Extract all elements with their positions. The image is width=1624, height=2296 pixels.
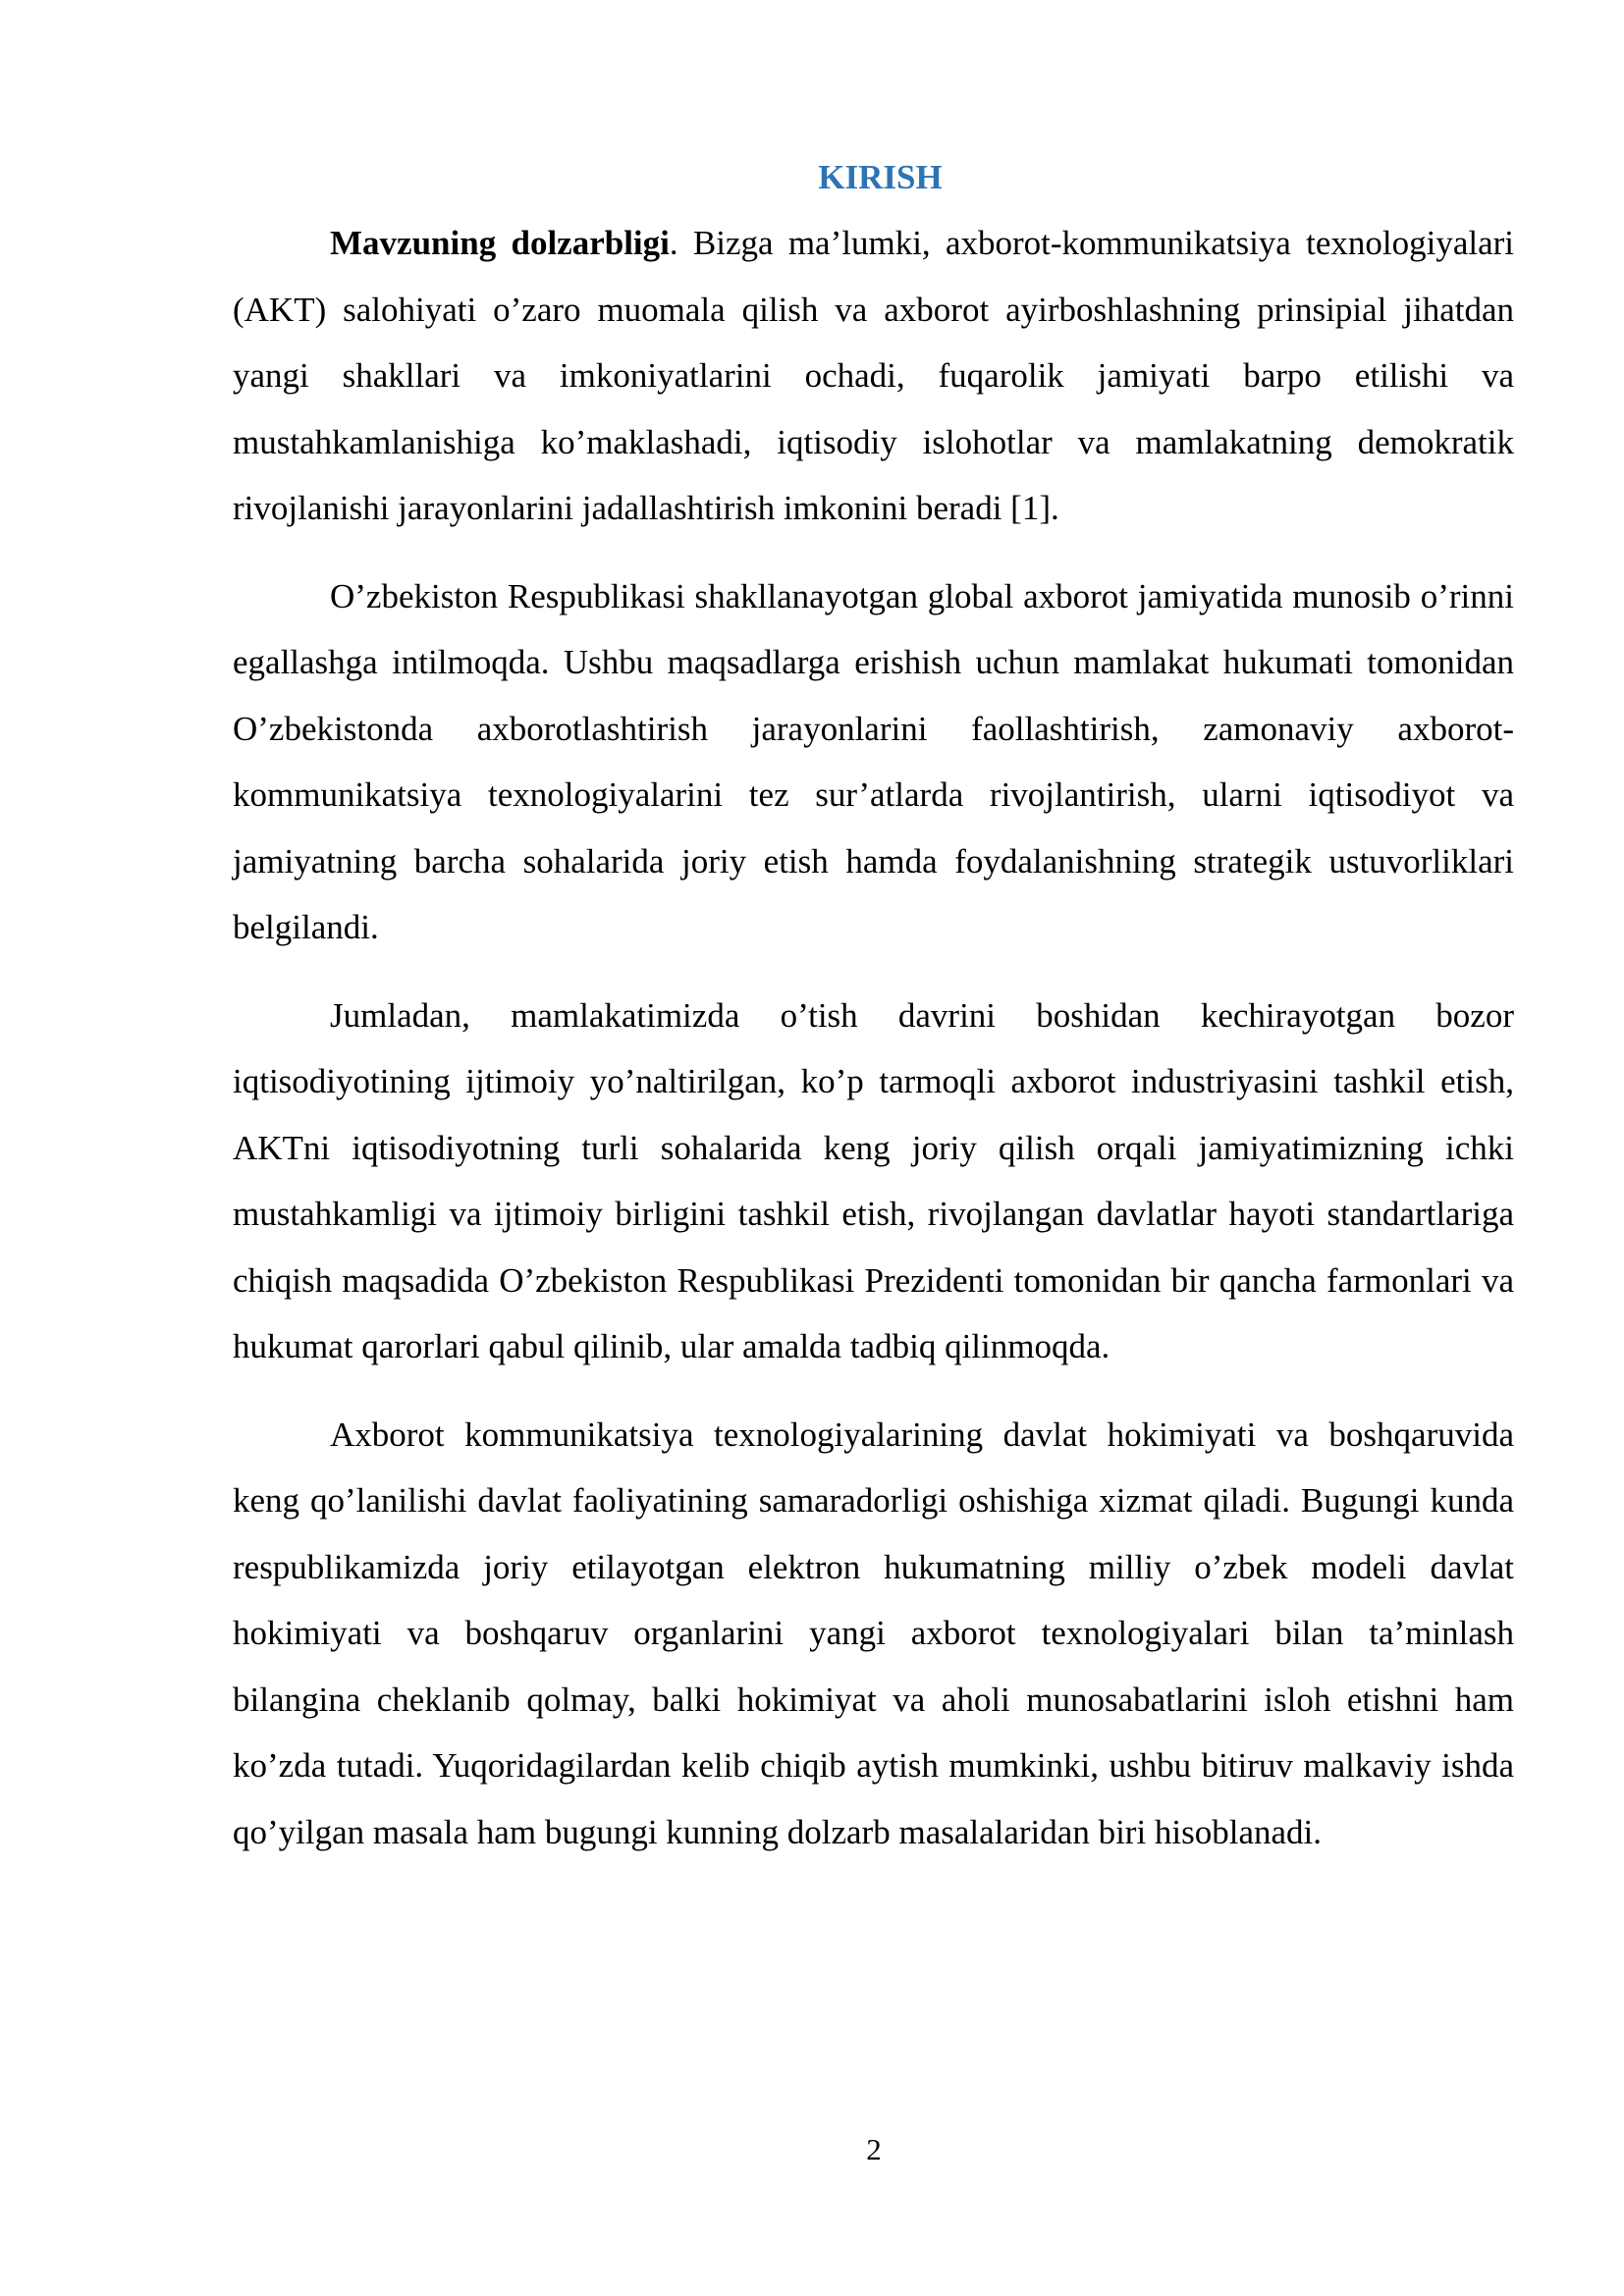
paragraph-1 xyxy=(233,210,1514,542)
paragraph-4 xyxy=(233,1402,1514,1866)
paragraph-3-text: Jumladan, mamlakatimizda o’tish davrini boshidan kechirayotgan bozor iqtisodiyotining ijtimoiy yo’naltirilgan, ko’p tarmoqli axborot industriyasini tashkil etish, AKTni iqtisodiyotning turli sohalarida keng joriy qilish orqali jamiyatimizning ichki mustahkamligi va ijtimoiy birligini tashkil etish, rivojlangan davlatlar hayoti standartlariga chiqish maqsadida O’zbekiston Respublikasi Prezidenti tomonidan bir qancha farmonlari va hukumat qarorlari qabul qilinib, ular amalda tadbiq qilinmoqda. xyxy=(233,995,1514,1365)
paragraph-1-text: Bizga ma’lumki, axborot-kommunikatsiya texnologiyalari (AKT) salohiyati o’zaro muomala qilish va axborot ayirboshlashning prinsipial jihatdan yangi shakllari va imkoniyatlarini ochadi, fuqarolik jamiyati barpo etilishi va mustahkamlanishiga ko’maklashadi, iqtisodiy islohotlar va mamlakatning demokratik rivojlanishi jarayonlarini jadallashtirish imkonini beradi [1]. xyxy=(233,224,1514,527)
document-body xyxy=(233,145,1514,1887)
paragraph-2-text: O’zbekiston Respublikasi shakllanayotgan global axborot jamiyatida munosib o’rinni egallashga intilmoqda. Ushbu maqsadlarga erishish uchun mamlakat hukumati tomonidan O’zbekistonda axborotlashtirish jarayonlarini faollashtirish, zamonaviy axborot-kommunikatsiya texnologiyalarini tez sur’atlarda rivojlantirish, ularni iqtisodiyot va jamiyatning barcha sohalarida joriy etish hamda foydalanishning strategik ustuvorliklari belgilandi. xyxy=(233,576,1514,946)
section-heading: KIRISH xyxy=(818,158,943,196)
topic-relevance-label-punct: . xyxy=(669,224,678,262)
paragraph-4-text: Axborot kommunikatsiya texnologiyalarining davlat hokimiyati va boshqaruvida keng qo’lanilishi davlat faoliyatining samaradorligi oshishiga xizmat qiladi. Bugungi kunda respublikamizda joriy etilayotgan elektron hukumatning milliy o’zbek modeli davlat hokimiyati va boshqaruv organlarini yangi axborot texnologiyalari bilan ta’minlash bilangina cheklanib qolmay, balki hokimiyat va aholi munosabatlarini isloh etishni ham ko’zda tutadi. Yuqoridagilardan kelib chiqib aytish mumkinki, ushbu bitiruv malkaviy ishda qo’yilgan masala ham bugungi kunning dolzarb masalalaridan biri hisoblanadi. xyxy=(233,1415,1514,1851)
paragraph-3 xyxy=(233,983,1514,1380)
paragraph-2 xyxy=(233,563,1514,961)
page-number: 2 xyxy=(866,2132,882,2166)
topic-relevance-label: Mavzuning dolzarbligi xyxy=(330,224,670,262)
